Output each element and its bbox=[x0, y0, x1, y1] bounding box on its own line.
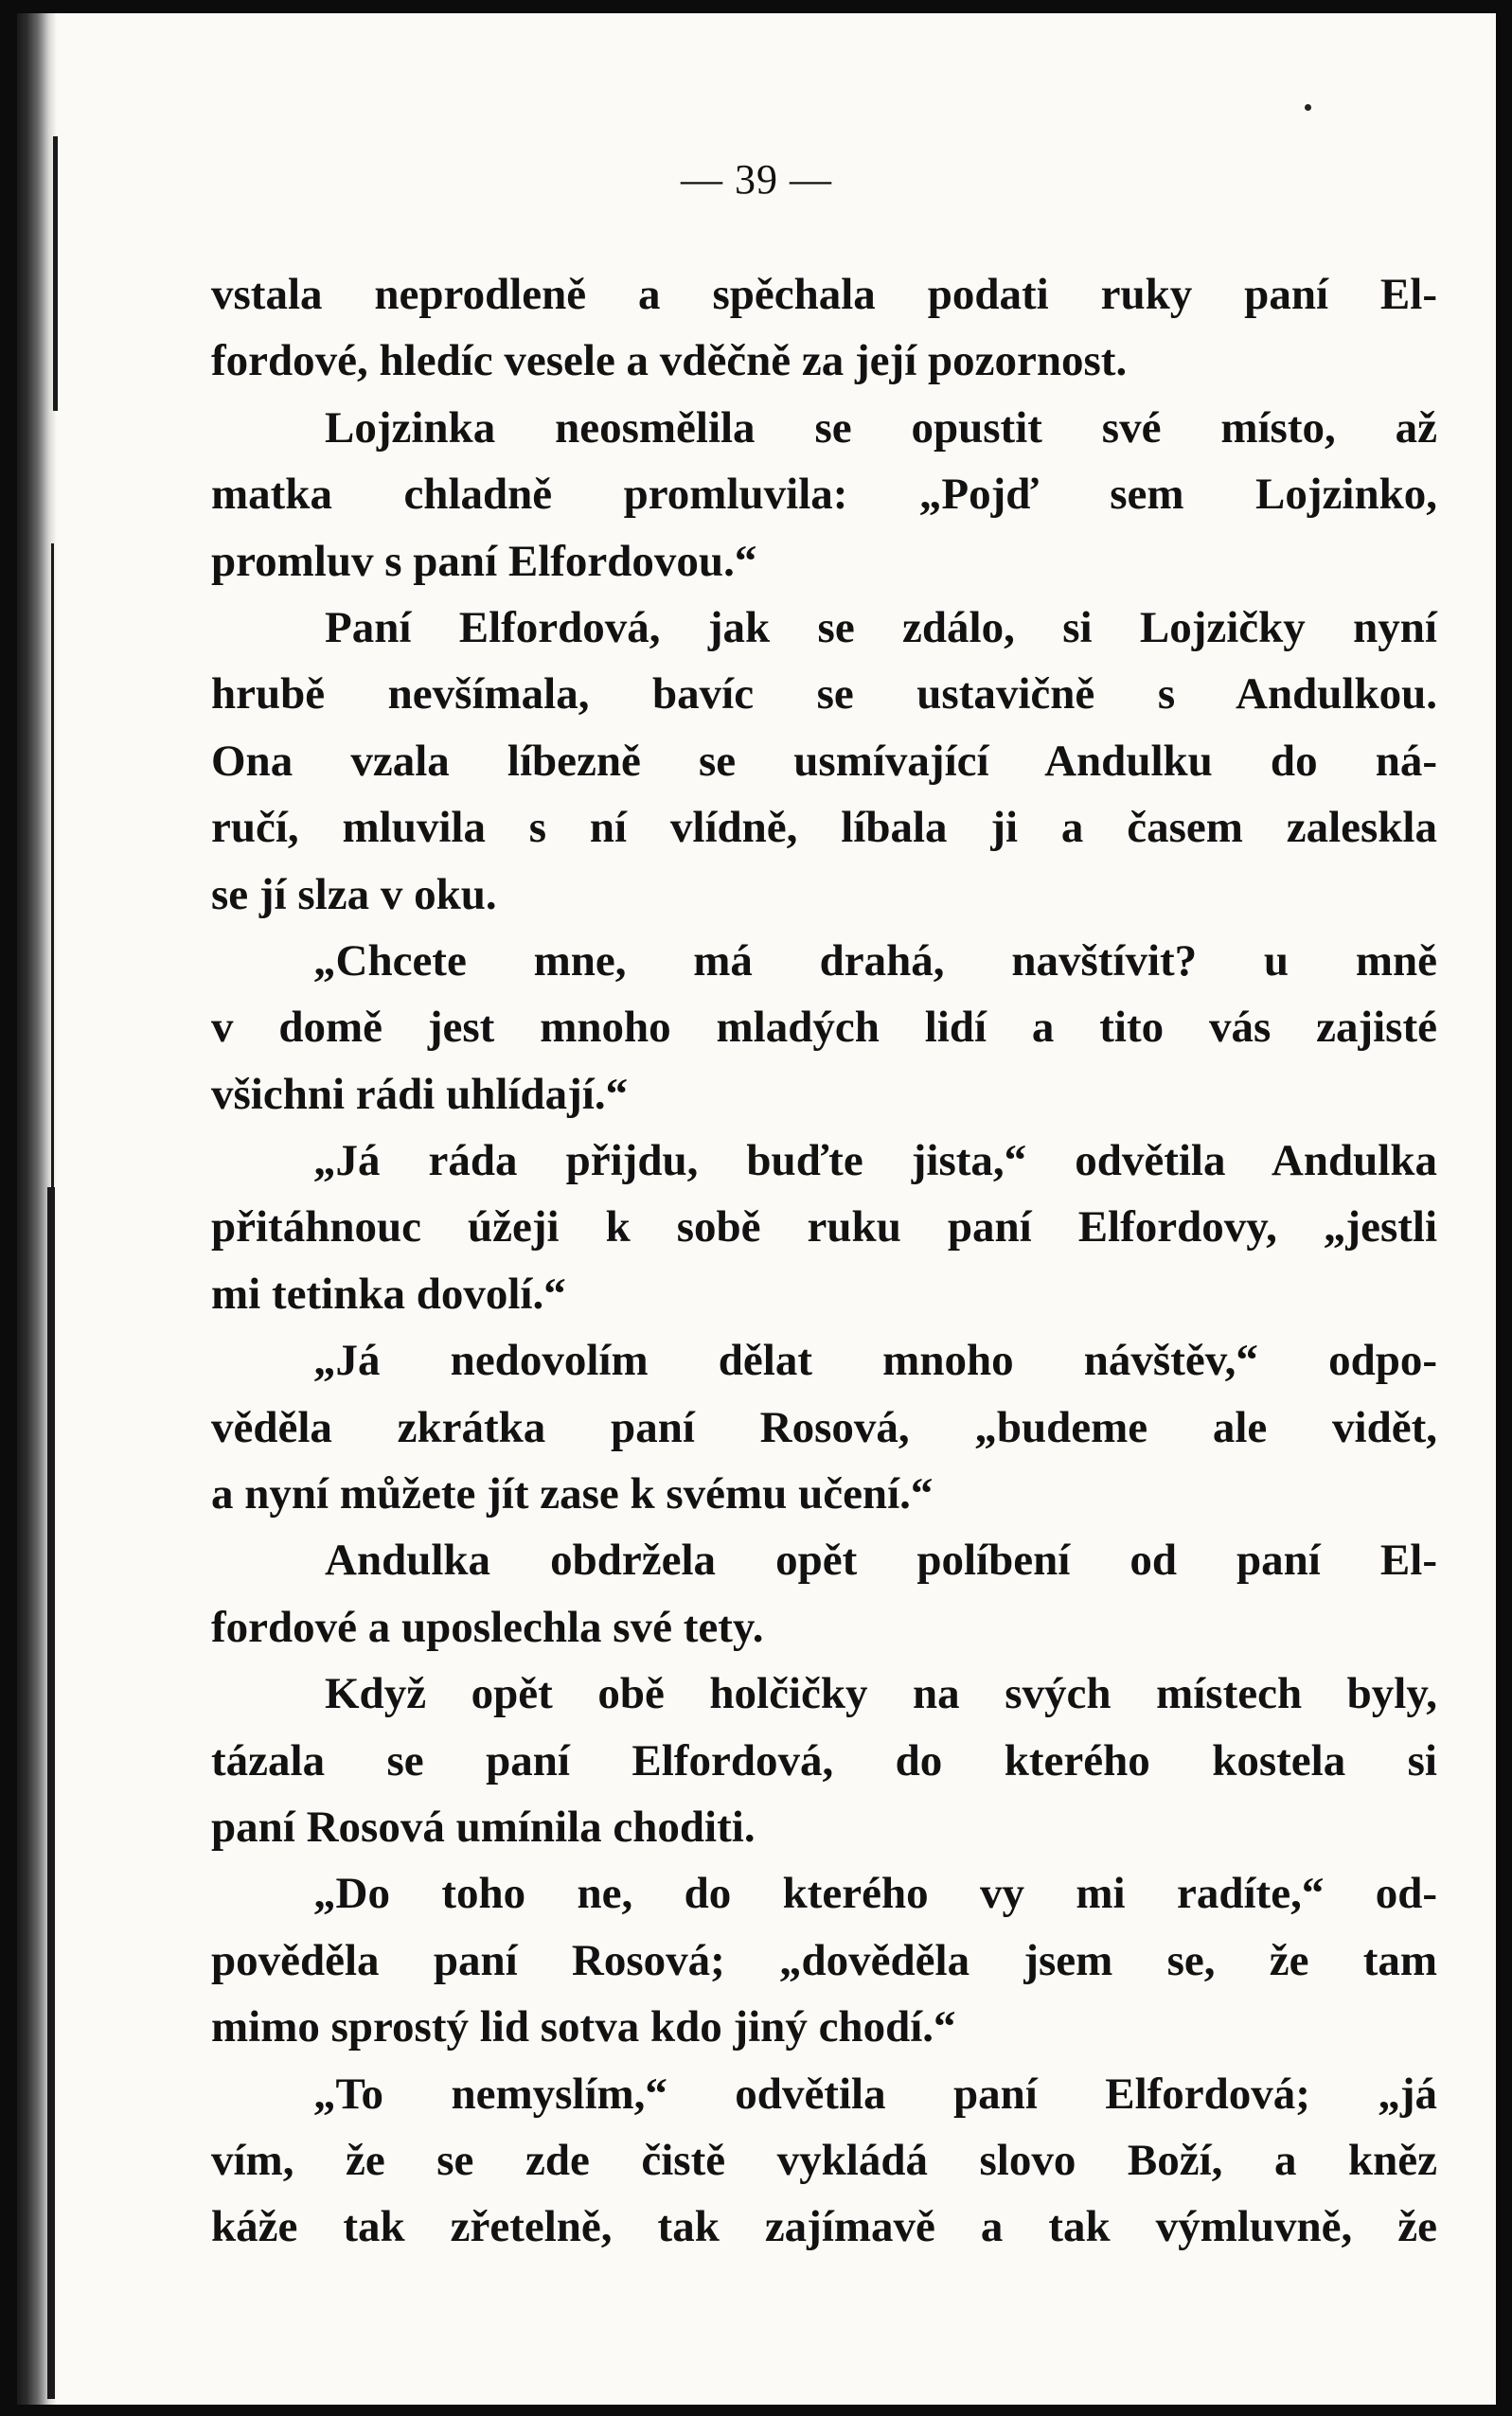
binding-edge bbox=[47, 1187, 55, 2399]
text-line: pověděla paní Rosová; „dověděla jsem se, že tam bbox=[211, 1935, 1437, 1985]
text-line: v domě jest mnoho mladých lidí a tito vás zajisté bbox=[211, 1003, 1437, 1053]
text-line: „Já nedovolím dělat mnoho návštěv,“ odpo- bbox=[313, 1336, 1437, 1386]
text-line: Když opět obě holčičky na svých místech byly, bbox=[325, 1669, 1437, 1719]
text-line: se jí slza v oku. bbox=[211, 869, 497, 919]
text-line: „Do toho ne, do kterého vy mi radíte,“ od- bbox=[313, 1869, 1437, 1919]
text-line: Ona vzala líbezně se usmívající Andulku do ná- bbox=[211, 736, 1437, 786]
text-line: ručí, mluvila s ní vlídně, líbala ji a časem zaleskla bbox=[211, 803, 1437, 853]
text-line: „Já ráda přijdu, buďte jista,“ odvětila Andulka bbox=[313, 1136, 1437, 1186]
text-line: vstala neprodleně a spěchala podati ruky paní El- bbox=[211, 270, 1437, 319]
ink-speck bbox=[1305, 104, 1311, 111]
text-line: vím, že se zde čistě vykládá slovo Boží, a kněz bbox=[211, 2135, 1437, 2185]
text-line: promluv s paní Elfordovou.“ bbox=[211, 536, 757, 586]
text-line: hrubě nevšímala, bavíc se ustavičně s Andulkou. bbox=[211, 669, 1437, 719]
text-line: všichni rádi uhlídají.“ bbox=[211, 1069, 629, 1119]
text-line: mimo sprostý lid sotva kdo jiný chodí.“ bbox=[211, 2002, 956, 2052]
text-line: Paní Elfordová, jak se zdálo, si Lojzičky nyní bbox=[325, 602, 1437, 652]
text-line: fordové a uposlechla své tety. bbox=[211, 1602, 764, 1652]
text-line: paní Rosová umínila choditi. bbox=[211, 1802, 756, 1852]
text-line: přitáhnouc úžeji k sobě ruku paní Elfordovy, „jestli bbox=[211, 1202, 1437, 1252]
text-line: káže tak zřetelně, tak zajímavě a tak výmluvně, že bbox=[211, 2202, 1437, 2252]
book-page bbox=[17, 13, 1496, 2405]
body-text bbox=[211, 261, 1437, 2261]
page-number: — 39 — bbox=[681, 156, 832, 203]
text-line: „Chcete mne, má drahá, navštívit? u mně bbox=[313, 935, 1437, 986]
text-line: matka chladně promluvila: „Pojď sem Lojzinko, bbox=[211, 470, 1437, 520]
text-line: věděla zkrátka paní Rosová, „budeme ale vidět, bbox=[211, 1402, 1437, 1452]
text-line: Andulka obdržela opět políbení od paní El- bbox=[325, 1536, 1437, 1586]
text-line: mi tetinka dovolí.“ bbox=[211, 1269, 566, 1319]
text-line: Lojzinka neosmělila se opustit své místo, až bbox=[325, 402, 1437, 453]
text-line: fordové, hledíc vesele a vděčně za její pozornost. bbox=[211, 336, 1128, 386]
binding-edge bbox=[51, 543, 54, 1206]
text-line: a nyní můžete jít zase k svému učení.“ bbox=[211, 1469, 934, 1519]
text-line: tázala se paní Elfordová, do kterého kostela si bbox=[211, 1735, 1437, 1785]
text-line: „To nemyslím,“ odvětila paní Elfordová; „já bbox=[313, 2069, 1437, 2119]
